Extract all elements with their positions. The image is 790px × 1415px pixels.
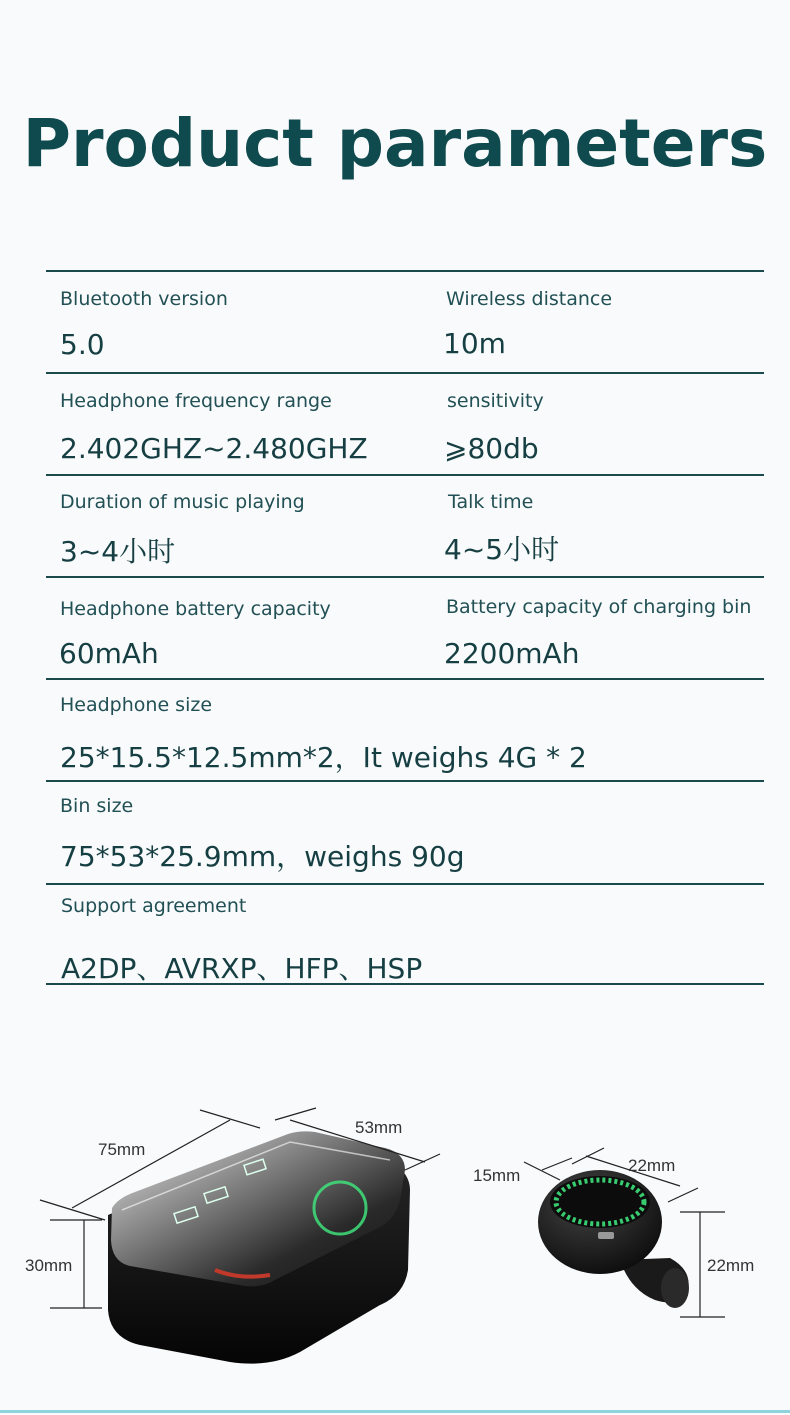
table-row [46, 270, 764, 372]
case-length-label: 75mm [98, 1140, 146, 1159]
param-value: 75*53*25.9mm，weighs 90g [60, 840, 465, 873]
case-width-label: 53mm [355, 1118, 403, 1137]
param-label: sensitivity [447, 390, 544, 412]
param-value: 4~5小时 [444, 533, 560, 566]
param-label: Duration of music playing [60, 491, 305, 513]
table-row [46, 576, 764, 678]
earbud-illustration [480, 1140, 770, 1330]
table-row [46, 883, 764, 985]
param-value: 2.402GHZ~2.480GHZ [60, 432, 368, 465]
param-label: Wireless distance [446, 288, 613, 310]
parameters-table [46, 270, 764, 985]
param-value: 10m [443, 327, 506, 360]
table-row [46, 474, 764, 576]
table-row [46, 678, 764, 780]
table-row [46, 372, 764, 474]
param-value: 60mAh [59, 637, 159, 670]
param-label: Headphone battery capacity [60, 598, 331, 620]
param-value: ⩾80db [444, 432, 539, 465]
param-value: 2200mAh [444, 637, 580, 670]
case-height-label: 30mm [25, 1256, 73, 1275]
param-value: 25*15.5*12.5mm*2，It weighs 4G * 2 [60, 741, 587, 774]
param-label: Headphone frequency range [60, 390, 332, 412]
param-label: Bin size [60, 795, 134, 817]
param-label: Battery capacity of charging bin [446, 596, 752, 618]
table-row [46, 780, 764, 883]
param-label: Headphone size [60, 694, 213, 716]
param-value: A2DP、AVRXP、HFP、HSP [61, 952, 423, 985]
earbud-width-label: 22mm [628, 1156, 676, 1175]
param-value: 5.0 [60, 328, 105, 361]
param-label: Bluetooth version [60, 288, 228, 310]
earbud-height-label: 22mm [707, 1256, 755, 1275]
param-label: Support agreement [61, 895, 247, 917]
bottom-accent-line [0, 1410, 790, 1413]
earbud-depth-label: 15mm [473, 1166, 521, 1185]
page-title: Product parameters [22, 105, 768, 182]
param-value: 3~4小时 [60, 535, 176, 568]
param-label: Talk time [448, 491, 534, 513]
